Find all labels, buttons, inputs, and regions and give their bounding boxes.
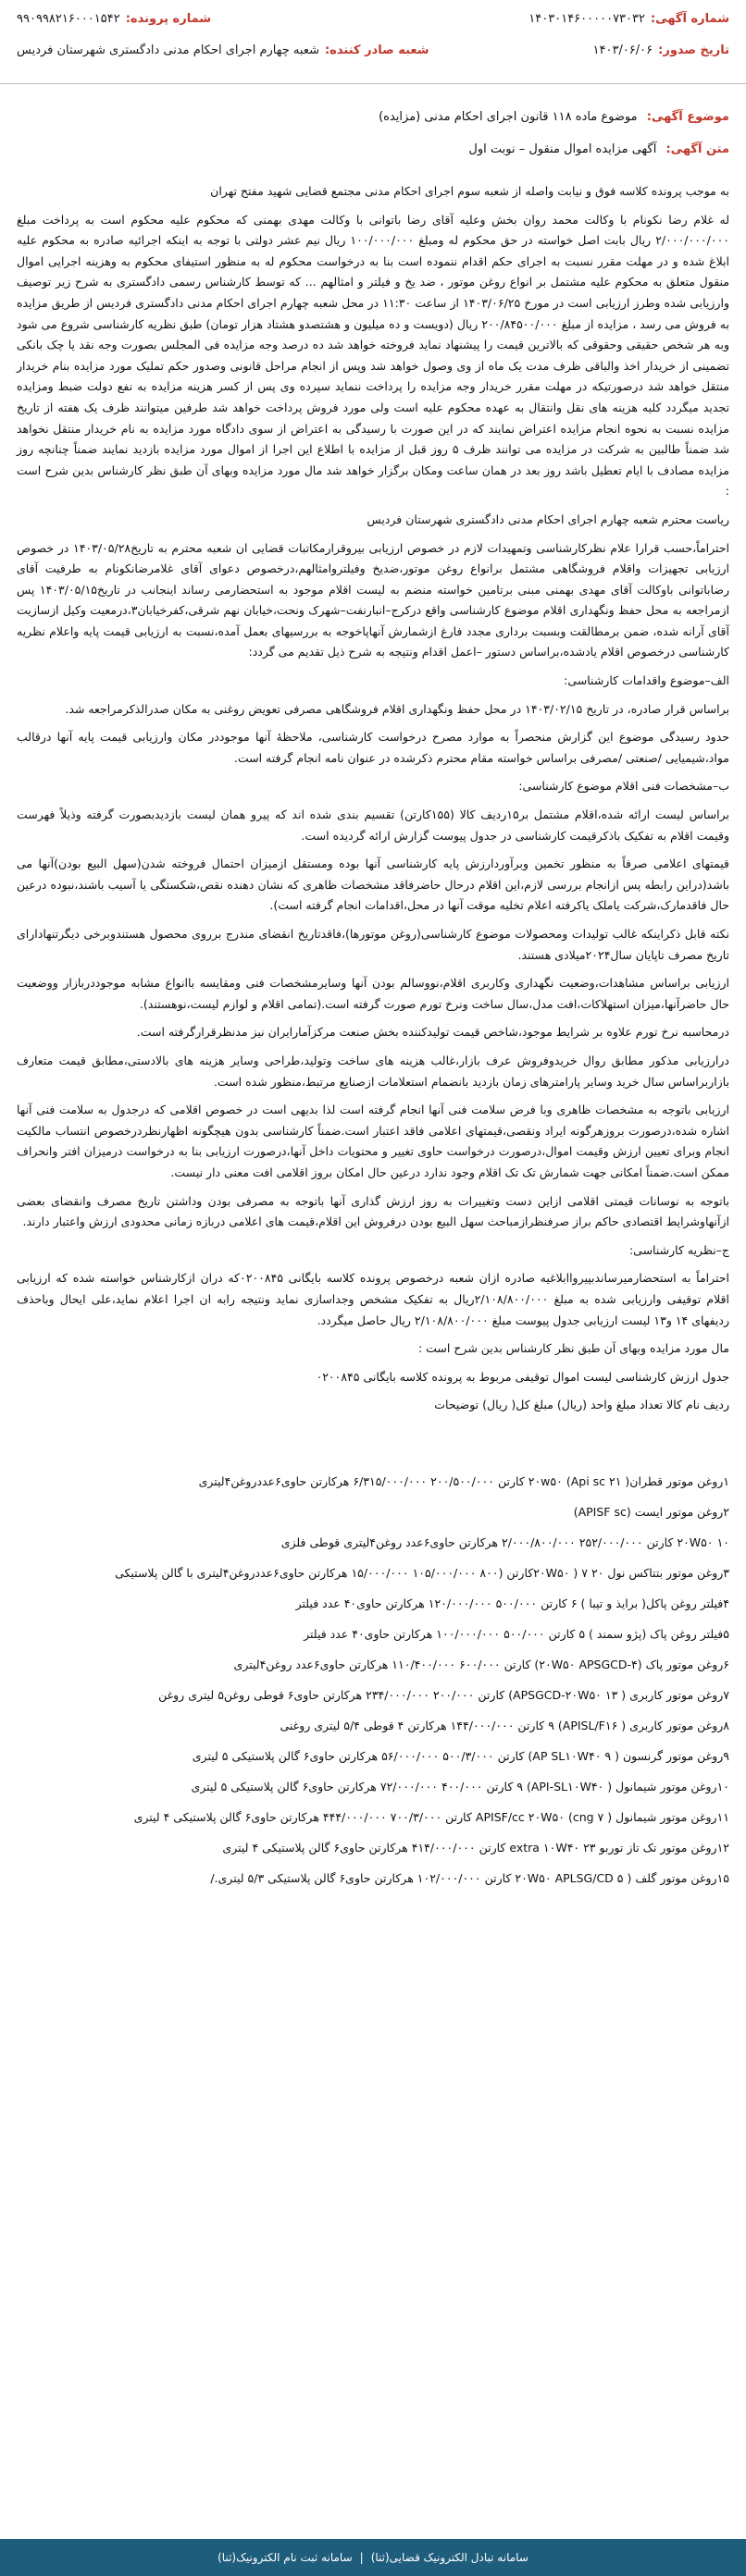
table-header: ردیف نام کالا تعداد مبلغ واحد (ریال) مبلغ کل( ریال) توضیحات	[434, 1398, 729, 1412]
issue-date-value: ۱۴۰۳/۰۶/۰۶	[592, 43, 653, 57]
list-item: ۴فیلتر روغن پاکل( برایذ و تیبا ) ۶ کارتن ۵۰۰/۰۰۰ ۱۲۰/۰۰۰/۰۰۰ هرکارتن حاوی۴۰ عدد فیلتر	[295, 1596, 729, 1610]
list-item: ۸روغن موتور کاربری ( APISL/F۱۶) ۹ کارتن ۱۴۴/۰۰۰/۰۰۰ هرکارتن ۴ قوطی ۵/۴ لیتری روغنی	[280, 1719, 729, 1732]
footer-link-registration[interactable]: سامانه ثبت نام الکترونیک(ثنا)	[218, 2551, 353, 2564]
notice-title-value: آگهی مزایده اموال منقول – نوبت اول	[468, 142, 657, 156]
ad-number-value: ۱۴۰۳۰۱۴۶۰۰۰۰۰۷۳۰۳۲	[528, 12, 645, 26]
paragraph: حدود رسیدگی موضوع این گزارش منحصراً به موارد مصرح درخواست کارشناسی، ملاحظهٔ آنها موجوددر مکان وارزیابی قیمت پایه آنها درقالب مواد،شیمیایی /صنعتی /مصرفی براساس خواسته مقام محترم ذکرشده در عنوان نامه انجام گرفته است.	[17, 730, 729, 765]
list-item: ۱۰روغن موتور شیمانول ( API-SL۱۰W۴۰) ۹ کارتن ۴۰۰/۰۰۰ ۷۲/۰۰۰/۰۰۰ هرکارتن حاوی۶ گالن پلاستیکی ۵ لیتری	[191, 1780, 729, 1793]
list-item: ۱۲روغن موتور تک تاز توربو extra ۱۰W۴۰ ۲۳ کارتن ۴۱۴/۰۰۰/۰۰۰ هرکارتن حاوی۶ گالن پلاستیکی ۴ لیتری	[222, 1841, 729, 1855]
header-row-1	[17, 11, 729, 28]
paragraph: احتراماً به استحضارمیرساندبپیرواابلاغیه صادره ازان شعبه درخصوص پرونده کلاسه بایگانی ۰۲۰۰۸۴۵که دران ازکارشناس خواسته شده که ارزیابی اقلام توقیفی وارزیابی شده به مبلغ ۲/۱۰۸/۸۰۰/۰۰۰ریال به تفکیک مشخص وجداسازی نماید ونتیجه رابه ان اجرا اعلام نماید،علی ایحال وباحذف ردیفهای ۱۴ و۱۳ لیست ارزیابی جدول پیوست مبلغ ۲/۱۰۸/۸۰۰/۰۰۰ ریال حاصل میگردد.	[17, 1271, 729, 1327]
items-list	[17, 1471, 729, 1898]
paragraph: باتوجه به نوسانات قیمتی اقلامی ازاین دست وتغییرات به روز ارزش گذاری آنها باتوجه به مصرفی بودن وداشتن تاریخ مصرف وانقضای بعضی ازآنهاوشرایط اقتصادی حاکم براز صرفنظرازمباحث سهل البیع بودن درفروش این اقلام،قیمت های اعلامی دربازه زمانی محدودی ارزش واعتبار دارند.	[17, 1193, 729, 1229]
footer-separator: |	[359, 2551, 364, 2564]
issue-date-label: تاریخ صدور:	[658, 43, 729, 57]
letter-number	[17, 11, 211, 28]
paragraph: ج–نظریه کارشناسی:	[628, 1242, 729, 1257]
list-item: ۲۰W۵۰ ۱۰ کارتن ۲۵۲/۰۰۰/۰۰۰ ۲/۰۰۰/۸۰۰/۰۰۰ هرکارتن حاوی۶عدد روغن۴لیتری قوطی فلزی	[280, 1535, 729, 1549]
paragraph: درمحاسبه نرخ تورم علاوه بر شرایط موجود،شاخص قیمت تولیدکننده بخش صنعت مرکزآمارایران نیز مدنظرقرارگرفته است.	[136, 1025, 729, 1040]
list-item: ۱روغن موتور قطران( ۲۱ Api sc) ۲۰w۵۰ کارتن ۲۰۰/۵۰۰/۰۰۰ ۶/۳۱۵/۰۰۰/۰۰۰ هرکارتن حاوی۶عددروغن۴لیتری	[198, 1474, 729, 1488]
subject-line	[17, 109, 729, 126]
subject-value: موضوع ماده ۱۱۸ قانون اجرای احکام مدنی (مزایده)	[379, 110, 638, 124]
paragraph: له غلام رضا نکونام با وکالت محمد روان بخش وعلیه آقای رضا باتوانی با وکالت مهدی بهمنی که محکوم علیه محکوم است به پرداخت مبلغ ۲/۰۰۰/۰۰۰/۰۰۰ ریال بابت اصل خواسته در حق محکوم له ومبلغ ۱۰۰/۰۰۰/۰۰۰ ریال نیم عشر دولتی با توجه به اینکه اجرائیه صادره به محکوم علیه ابلاغ شده و در مهلت مقرر نسبت به اجرای حکم اقدام ننموده است بنا به درخواست محکوم له به منظور استیفای محکوم به وهزینه اجرایی اموال منقول متعلق به محکوم علیه مشتمل بر انواع روغن موتور ، ضد یخ و فیلتر و امثالهم ... که توسط کارشناس رسمی دادگستری به شرح زیر توصیف وارزیابی شده وطرز ارزیابی است در مورخ ۱۴۰۳/۰۶/۲۵ از ساعت ۱۱:۳۰ در محل شعبه چهارم اجرای احکام مدنی دادگستری فردیس از طریق مزایده به فروش می رسد ، مزایده از مبلغ ۲۰۰/۸۴۵۰۰/۰۰۰ ریال (دویست و ده میلیون و هشتصدو هشتاد هزار تومان) طبق نظریه کارشناسی شروع می شود وبه هر شخص حقیقی وحقوقی که بالاترین قیمت را پیشنهاد نماید فروخته خواهد شد ده درصد وجه مزایده فی المجلس بصورت وجه نقد یا چک بانکی تضمینی از خریدار اخذ والباقی ظرف مدت یک ماه از وی وصول خواهد شد وپس از انجام مراحل قانونی وصدور حکم تملیک مورد مزایده بنام خریدار منتقل خواهد شد درصورتیکه در مهلت مقرر خریدار وجه مزایده را پرداخت ننماید سپرده وی پس از کسر هزینه مزایده به نفع دولت ضبط ومزایده تجدید میگردد کلیه هزینه های نقل وانتقال به عهده محکوم علیه است ولی مورد فروش پرداخت خواهد شد طرفین میتوانند ظرف یک هفته از تاریخ مزایده نسبت به نحوه انجام مزایده اعتراض نمایند که در این صورت با رسیدگی به اعتراض از سوی دادگاه مورد مزایده به نام خریدار منتقل نخواهد شد ضمناً طالبین به شرکت در مزایده می توانند ظرف ۵ روز قبل از مزایده با اطلاع این اجرا از اموال مورد مزایده بازدید نمایند ضمناً چنانچه روز مزایده مصادف با ایام تعطیل باشد روز بعد در همان ساعت ومکان برگزار خواهد شد مال مورد مزایده وبهای آن طبق نظر کارشناس بدین شرح است :	[17, 212, 729, 499]
list-item: ۵فیلتر روغن پاک (پژو سمند ) ۵ کارتن ۵۰۰/۰۰۰ ۱۰۰/۰۰۰/۰۰۰ هرکارتن حاوی۴۰ عدد فیلتر	[304, 1627, 729, 1641]
header-divider	[0, 83, 746, 84]
ad-number	[528, 11, 729, 28]
letter-number-label: شماره پرونده:	[125, 12, 212, 26]
list-item: ۹روغن موتور گرنسون ( AP SL۱۰W۴۰ ۹) کارتن ۵۰۰/۳/۰۰۰ ۵۶/۰۰۰/۰۰۰ هرکارتن حاوی۶ گالن پلاستیکی ۵ لیتری	[192, 1749, 729, 1763]
paragraph: الف–موضوع واقدامات کارشناسی:	[564, 673, 729, 688]
paragraph: براساس لیست ارائه شده،اقلام مشتمل بر۱۵ردیف کالا (۱۵۵کارتن) تقسیم بندی شده اند که پیرو همان لیست بازدیدبصورت گرفته وذیلاً فهرست وقیمت اقلام به تفکیک باذکرقیمت کارشناسی در جدول پیوست گزارش ارائه گردیده است.	[17, 807, 729, 843]
notice-text-label: متن آگهی:	[665, 142, 729, 156]
notice-title-line	[17, 142, 729, 158]
list-item: ۱۱روغن موتور شیمانول ( APISF/cc ۲۰W۵۰ (cng ۷ کارتن ۷۰۰/۳/۰۰۰ ۴۴۴/۰۰۰/۰۰۰ هرکارتن حاوی۶ گالن پلاستیکی ۴ لیتری	[133, 1810, 729, 1824]
footer-bar	[0, 2539, 746, 2576]
paragraph: قیمتهای اعلامی صرفاً به منظور تخمین وبرآوردارزش پایه کارشناسی آنها بوده ومستقل ازمیزان احتمال فروخته شدن(سهل البیع بودن)آنها می باشد(دراین رابطه پس ازانجام بررسی لازم،این اقلام درحال حاضرفاقد مشخصات ظاهری که نشان دهنده نقص،شکستگی یا آسیب باشند،نبوده درعین حال فاقدمارک،شرکت یاملک یاکرفته اعلام تخلیه موقت آنها در محل،اقدامات انجام گرفته است).	[17, 857, 729, 913]
paragraph: ریاست محترم شعبه چهارم اجرای احکام مدنی دادگستری شهرستان فردیس	[367, 512, 729, 526]
subject-label: موضوع آگهی:	[646, 110, 729, 124]
notice-body	[17, 181, 729, 1424]
paragraph: نکته قابل ذکراینکه غالب تولیدات ومحصولات موضوع کارشناسی(روغن موتورها)،فاقدتاریخ انقضای مندرج برروی محصول هستندوبرخی دیگرتنهادارای تاریخ مصرف تاپایان سال۲۰۲۴میلادی هستند.	[17, 927, 729, 962]
list-item: ۷روغن موتور کاربری ( ۱۳ APSGCD-۲۰W۵۰) کارتن ۲۰۰/۰۰۰ ۲۳۴/۰۰۰/۰۰۰ هرکارتن حاوی۶ قوطی روغن۵ لیتری روغن	[158, 1688, 729, 1702]
paragraph: احتراماً،حسب قرارا علام نظرکارشناسی وتمهیدات لازم در خصوص ارزیابی بیروقرارمکاتبات قضایی ان شعبه محترم به تاریخ۱۴۰۳/۰۵/۲۸ در خصوص ارزیابی تجهیزات واقلام فروشگاهی مشتمل برانواع روغن موتور،ضدیخ وفیلتروامثالهم،درخصوص دعوای آقای غلامرضانکونام به طرفیت آقای رضاباتوانی باوکالت آقای مهدی بهمنی مبنی برتامین خواسته منضم به لیست اقلام موجود به استحضارمی رساند اینجانب در تاریخ۱۴۰۳/۰۵/۱۵ پس ازمراجعه به محل حفظ ونگهداری اقلام موضوع کارشناسی واقع درکرج–انبارنفت–شهرک ونحت،خیابان نهم شرقی،کفرخیابان۳،درمعیت وکیل ازسازیت آقای آرانه شده، ضمن برمطالقت وبسبت برداری مجدد فارغ ازشمارش آنهاپاخوجه به بررسیهای بعمل آمده،نسبت به ارزیابی قیمت پایه واعلام نظریه کارشناسی درخصوص اقلام یادشده،براساس دستور –اعمل اقدام ونتیجه به شرح ذیل تقدیم می گردد:	[17, 540, 729, 659]
header-row-2	[17, 43, 729, 59]
paragraph: درارزیابی مذکور مطابق روال خریدوفروش عرف بازار،غالب هزینه های ساخت وتولید،طراحی وسایر هزینه های بالادستی،مطابق قیمت متعارف بازاربراساس سال خرید وسایر پارامترهای زمان بازدید بانضمام استعلامات ازصنایع مرتبط،منظور شده است.	[17, 1053, 729, 1089]
issuer-label: شعبه صادر کننده:	[324, 43, 429, 57]
issuer-value: شعبه چهارم اجرای احکام مدنی دادگستری شهرستان فردیس	[17, 43, 319, 57]
paragraph: به موجب پرونده کلاسه فوق و نیابت واصله از شعبه سوم اجرای احکام مدنی مجتمع قضایی شهید مفتح تهران	[210, 184, 729, 198]
footer-link-sana[interactable]: سامانه تبادل الکترونیک قضایی(ثنا)	[370, 2551, 528, 2564]
letter-number-value: ۹۹۰۹۹۸۲۱۶۰۰۰۱۵۴۲	[17, 12, 120, 26]
list-item: ۱۵روغن موتور گلف ( ۲۰W۵۰ APLSG/CD ۵ کارتن ۱۰۲/۰۰۰/۰۰۰ هرکارتن حاوی۶ گالن پلاستیکی ۵/۳ لیتری./	[210, 1871, 729, 1885]
list-item: ۳روغن موتور بتتاکس نول ۲۰ ۷ ( ۲۰W۵۰کارتن (۸۰۰ ۱۰۵/۰۰۰/۰۰۰ ۱۵/۰۰۰/۰۰۰ هرکارتن حاوی۶عددروغن۴لیتری با گالن پلاستیکی	[115, 1566, 729, 1580]
paragraph: ارزیابی باتوجه به مشخصات ظاهری وبا فرض سلامت فنی آنها انجام گرفته است لذا بدیهی است در خصوص اقلامی که درجدول به سلامت فنی آنها اشاره شده،درصورت بروزهرگونه ایراد ونقصی،قیمتهای اعلامی فاقد اعتبار است.ضمناً کارشناسی بدون هیچگونه اظهارنظردرخصوص انتساب مالکیت انجام وبرای تعیین ارزش وقیمت اموال،درصورت درخواست حاوی تغییر و محتویات داخل آنها،درصورت ارزیابی بنا به درخواست درمیزان افتر وانحراف ممکن است.ضمناً امکانی جهت شمارش تک تک اقلام وجود ندارد درعین حال امکان بروز اقلامی افت معنی دار نیست.	[17, 1103, 729, 1179]
paragraph: ب–مشخصات فنی اقلام موضوع کارشناسی:	[518, 779, 729, 794]
list-item: ۶روغن موتور پاک (۲۰W۵۰ APSGCD-۴) کارتن ۶۰۰/۰۰۰ ۱۱۰/۴۰۰/۰۰۰ هرکارتن حاوی۶عدد روغن۴لیتری	[233, 1658, 729, 1671]
paragraph: جدول ارزش کارشناسی لیست اموال توقیفی مربوط به پرونده کلاسه بایگانی ۰۲۰۰۸۴۵	[316, 1369, 729, 1384]
paragraph: مال مورد مزایده وبهای آن طبق نظر کارشناس بدین شرح است :	[417, 1341, 729, 1356]
list-item: ۲روغن موتور ایست (APISF sc)	[573, 1505, 729, 1519]
paragraph: براساس قرار صادره، در تاریخ ۱۴۰۳/۰۲/۱۵ در محل حفظ ونگهداری اقلام فروشگاهی مصرفی تعویض روغنی به مکان صدرالذکرمراجعه شد.	[65, 701, 729, 716]
issuer	[17, 43, 429, 59]
paragraph: ارزیابی براساس مشاهدات،وضعیت نگهداری وکاربری اقلام،نووسالم بودن آنها وسایرمشخصات فنی ومقایسه باانواع مشابه موجوددربازار ووضعیت حال حاضرآنها،میزان استهلاکات،افت مدل،سال ساخت ونرخ تورم صورت گرفته است.(تمامی اقلام و لوازم لیست،نوهستند).	[17, 976, 729, 1011]
issue-date	[593, 43, 729, 59]
ad-number-label: شماره آگهی:	[650, 12, 729, 26]
